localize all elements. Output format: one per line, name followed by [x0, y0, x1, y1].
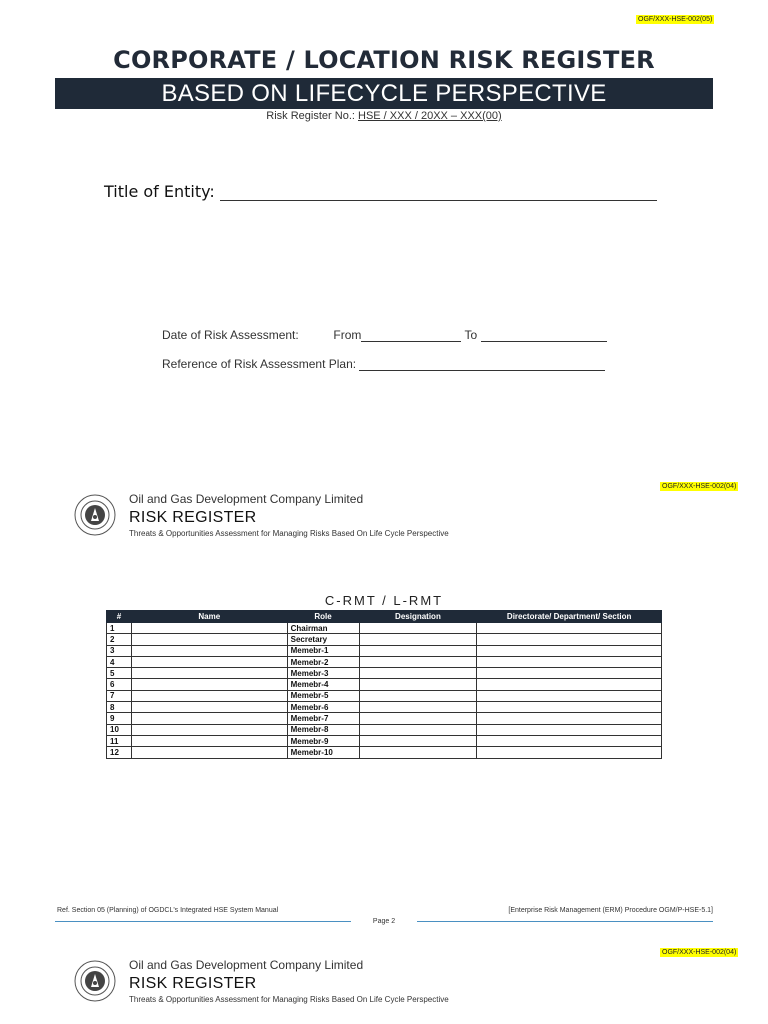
col-header-directorate: Directorate/ Department/ Section [477, 611, 662, 623]
row-number: 10 [107, 724, 132, 735]
row-directorate-cell[interactable] [477, 656, 662, 667]
table-row [107, 656, 662, 667]
row-role: Memebr-9 [287, 735, 359, 746]
entity-title-row [104, 182, 657, 201]
register-number-value: HSE / XXX / 20XX – XXX(00) [358, 110, 502, 122]
row-number: 5 [107, 668, 132, 679]
row-role: Memebr-10 [287, 747, 359, 758]
from-date-field[interactable] [361, 327, 461, 342]
row-directorate-cell[interactable] [477, 735, 662, 746]
entity-title-field[interactable] [220, 186, 657, 201]
row-directorate-cell[interactable] [477, 634, 662, 645]
row-name-cell[interactable] [131, 702, 287, 713]
row-name-cell[interactable] [131, 623, 287, 634]
row-designation-cell[interactable] [359, 623, 477, 634]
row-name-cell[interactable] [131, 656, 287, 667]
row-designation-cell[interactable] [359, 747, 477, 758]
row-number: 6 [107, 679, 132, 690]
row-directorate-cell[interactable] [477, 747, 662, 758]
row-name-cell[interactable] [131, 735, 287, 746]
row-designation-cell[interactable] [359, 645, 477, 656]
team-table [106, 610, 662, 759]
row-designation-cell[interactable] [359, 724, 477, 735]
to-label: To [464, 328, 478, 342]
row-number: 12 [107, 747, 132, 758]
table-row [107, 623, 662, 634]
footer-right-ref: [Enterprise Risk Management (ERM) Procedure OGM/P-HSE-5.1] [508, 907, 713, 914]
reference-label: Reference of Risk Assessment Plan: [162, 357, 357, 371]
footer-left-ref: Ref. Section 05 (Planning) of OGDCL's Integrated HSE System Manual [57, 907, 279, 914]
from-label: From [333, 328, 362, 342]
row-role: Secretary [287, 634, 359, 645]
row-role: Memebr-8 [287, 724, 359, 735]
row-directorate-cell[interactable] [477, 724, 662, 735]
table-row [107, 702, 662, 713]
entity-title-label: Title of Entity: [104, 182, 215, 201]
row-number: 3 [107, 645, 132, 656]
date-row [162, 327, 607, 342]
row-name-cell[interactable] [131, 747, 287, 758]
row-role: Memebr-5 [287, 690, 359, 701]
row-number: 11 [107, 735, 132, 746]
table-row [107, 735, 662, 746]
row-number: 9 [107, 713, 132, 724]
row-role: Memebr-7 [287, 713, 359, 724]
row-directorate-cell[interactable] [477, 623, 662, 634]
row-number: 2 [107, 634, 132, 645]
ogdcl-logo-2 [74, 960, 116, 1002]
table-row [107, 634, 662, 645]
register-subtitle-2: Threats & Opportunities Assessment for Managing Risks Based On Life Cycle Perspective [129, 995, 449, 1004]
row-directorate-cell[interactable] [477, 690, 662, 701]
table-row [107, 713, 662, 724]
row-number: 7 [107, 690, 132, 701]
row-directorate-cell[interactable] [477, 645, 662, 656]
row-name-cell[interactable] [131, 668, 287, 679]
row-name-cell[interactable] [131, 679, 287, 690]
row-name-cell[interactable] [131, 645, 287, 656]
col-header-designation: Designation [359, 611, 477, 623]
page-title: CORPORATE / LOCATION RISK REGISTER [113, 46, 655, 74]
row-designation-cell[interactable] [359, 713, 477, 724]
row-designation-cell[interactable] [359, 702, 477, 713]
row-number: 8 [107, 702, 132, 713]
row-role: Memebr-1 [287, 645, 359, 656]
table-row [107, 668, 662, 679]
row-designation-cell[interactable] [359, 656, 477, 667]
row-role: Chairman [287, 623, 359, 634]
row-role: Memebr-4 [287, 679, 359, 690]
row-designation-cell[interactable] [359, 690, 477, 701]
row-directorate-cell[interactable] [477, 713, 662, 724]
register-title: RISK REGISTER [129, 509, 257, 526]
row-designation-cell[interactable] [359, 634, 477, 645]
row-name-cell[interactable] [131, 713, 287, 724]
doc-code-badge: OGF/XXX-HSE-002(05) [638, 16, 713, 23]
date-label: Date of Risk Assessment: [162, 328, 299, 342]
page-number: Page 2 [372, 918, 396, 925]
table-row [107, 724, 662, 735]
row-directorate-cell[interactable] [477, 668, 662, 679]
row-name-cell[interactable] [131, 690, 287, 701]
register-number-label: Risk Register No.: [266, 110, 355, 122]
company-name: Oil and Gas Development Company Limited [129, 492, 364, 506]
doc-code-badge-3: OGF/XXX-HSE-002(04) [662, 949, 737, 956]
row-name-cell[interactable] [131, 634, 287, 645]
col-header-number: # [107, 611, 132, 623]
register-number [0, 110, 768, 122]
col-header-name: Name [131, 611, 287, 623]
row-designation-cell[interactable] [359, 735, 477, 746]
row-role: Memebr-6 [287, 702, 359, 713]
row-name-cell[interactable] [131, 724, 287, 735]
table-row [107, 645, 662, 656]
row-role: Memebr-2 [287, 656, 359, 667]
team-heading: C-RMT / L-RMT [324, 593, 444, 608]
reference-row [162, 356, 605, 371]
team-table-header [107, 611, 662, 623]
row-number: 4 [107, 656, 132, 667]
table-row [107, 679, 662, 690]
ogdcl-logo [74, 494, 116, 536]
row-designation-cell[interactable] [359, 679, 477, 690]
row-directorate-cell[interactable] [477, 679, 662, 690]
table-row [107, 690, 662, 701]
doc-code-badge-2: OGF/XXX-HSE-002(04) [662, 483, 737, 490]
table-row [107, 747, 662, 758]
reference-field[interactable] [359, 356, 605, 371]
row-directorate-cell[interactable] [477, 702, 662, 713]
row-designation-cell[interactable] [359, 668, 477, 679]
register-title-2: RISK REGISTER [129, 975, 257, 992]
to-date-field[interactable] [481, 327, 607, 342]
col-header-role: Role [287, 611, 359, 623]
row-role: Memebr-3 [287, 668, 359, 679]
company-name-2: Oil and Gas Development Company Limited [129, 958, 364, 972]
register-subtitle: Threats & Opportunities Assessment for Managing Risks Based On Life Cycle Perspective [129, 529, 449, 538]
subtitle-band: BASED ON LIFECYCLE PERSPECTIVE [55, 78, 713, 109]
row-number: 1 [107, 623, 132, 634]
